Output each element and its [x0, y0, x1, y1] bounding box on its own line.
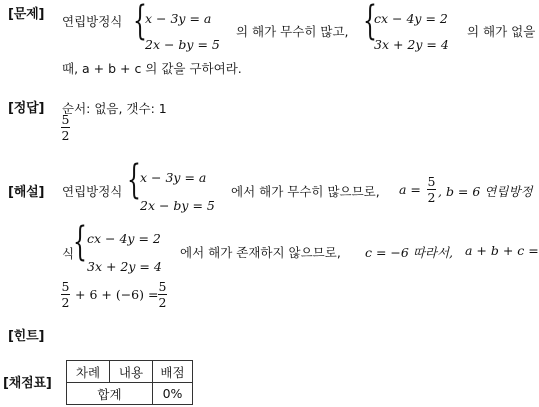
problem-label: [문제]: [8, 7, 45, 22]
score-header-order: 차례: [67, 361, 110, 383]
solution-a-eq: a =: [399, 182, 421, 197]
solution-c-eq: c = −6 따라서,: [365, 245, 454, 260]
solution-final-fraction-1: [61, 280, 70, 309]
answer-fraction: [61, 113, 70, 142]
problem-sys1-eq2: 2x − by = 5: [145, 37, 220, 52]
problem-brace-2: {: [363, 0, 377, 44]
solution-final-den1: 2: [61, 295, 70, 310]
solution-text2: 에서 해가 존재하지 않으므로,: [180, 245, 341, 260]
solution-brace-1: {: [127, 157, 141, 203]
answer-line1: 순서: 없음, 갯수: 1: [62, 101, 167, 116]
solution-final-num2: 5: [158, 279, 167, 294]
solution-intro: 연립방정식: [62, 184, 123, 199]
score-table-header-row: [67, 361, 193, 383]
score-header-content: 내용: [110, 361, 153, 383]
problem-sys1-eq1: x − 3y = a: [145, 11, 212, 26]
hint-label: [힌트]: [8, 329, 45, 344]
solution-sik: 식: [62, 246, 75, 261]
solution-sys2-eq2: 3x + 2y = 4: [87, 259, 162, 274]
solution-text1: 에서 해가 무수히 많으므로,: [231, 184, 380, 199]
problem-sys2-eq2: 3x + 2y = 4: [374, 37, 449, 52]
problem-line2: 때, a + b + c 의 값을 구하여라.: [62, 61, 242, 76]
problem-brace-1: {: [133, 0, 147, 44]
solution-final-num1: 5: [61, 279, 70, 294]
score-total-value: 0%: [153, 383, 193, 405]
problem-sys2-eq1: cx − 4y = 2: [374, 11, 448, 26]
answer-frac-num: 5: [61, 112, 70, 127]
solution-sum-eq: a + b + c =: [465, 243, 539, 258]
problem-mid-text: 의 해가 무수히 많고,: [236, 24, 349, 39]
score-label: [채점표]: [3, 376, 52, 391]
solution-label: [해설]: [8, 185, 45, 200]
score-table: [66, 360, 193, 405]
problem-tail-text: 의 해가 없을: [467, 24, 536, 39]
solution-final-den2: 2: [158, 295, 167, 310]
score-table-total-row: [67, 383, 193, 405]
answer-label: [정답]: [8, 101, 45, 116]
solution-brace-2: {: [73, 219, 87, 265]
problem-intro: 연립방정식: [62, 14, 123, 29]
score-total-label: 합계: [67, 383, 153, 405]
solution-sys1-eq1: x − 3y = a: [140, 170, 207, 185]
solution-final-mid: + 6 + (−6) =: [75, 287, 159, 302]
answer-frac-den: 2: [61, 128, 70, 143]
solution-final-fraction-2: [158, 280, 167, 309]
solution-sys2-eq1: cx − 4y = 2: [87, 231, 161, 246]
score-header-points: 배점: [153, 361, 193, 383]
solution-sys1-eq2: 2x − by = 5: [140, 198, 215, 213]
solution-a-den: 2: [427, 190, 436, 205]
solution-a-fraction: [427, 175, 436, 204]
solution-a-num: 5: [427, 174, 436, 189]
solution-b-eq: , b = 6 연립방정: [438, 184, 533, 199]
